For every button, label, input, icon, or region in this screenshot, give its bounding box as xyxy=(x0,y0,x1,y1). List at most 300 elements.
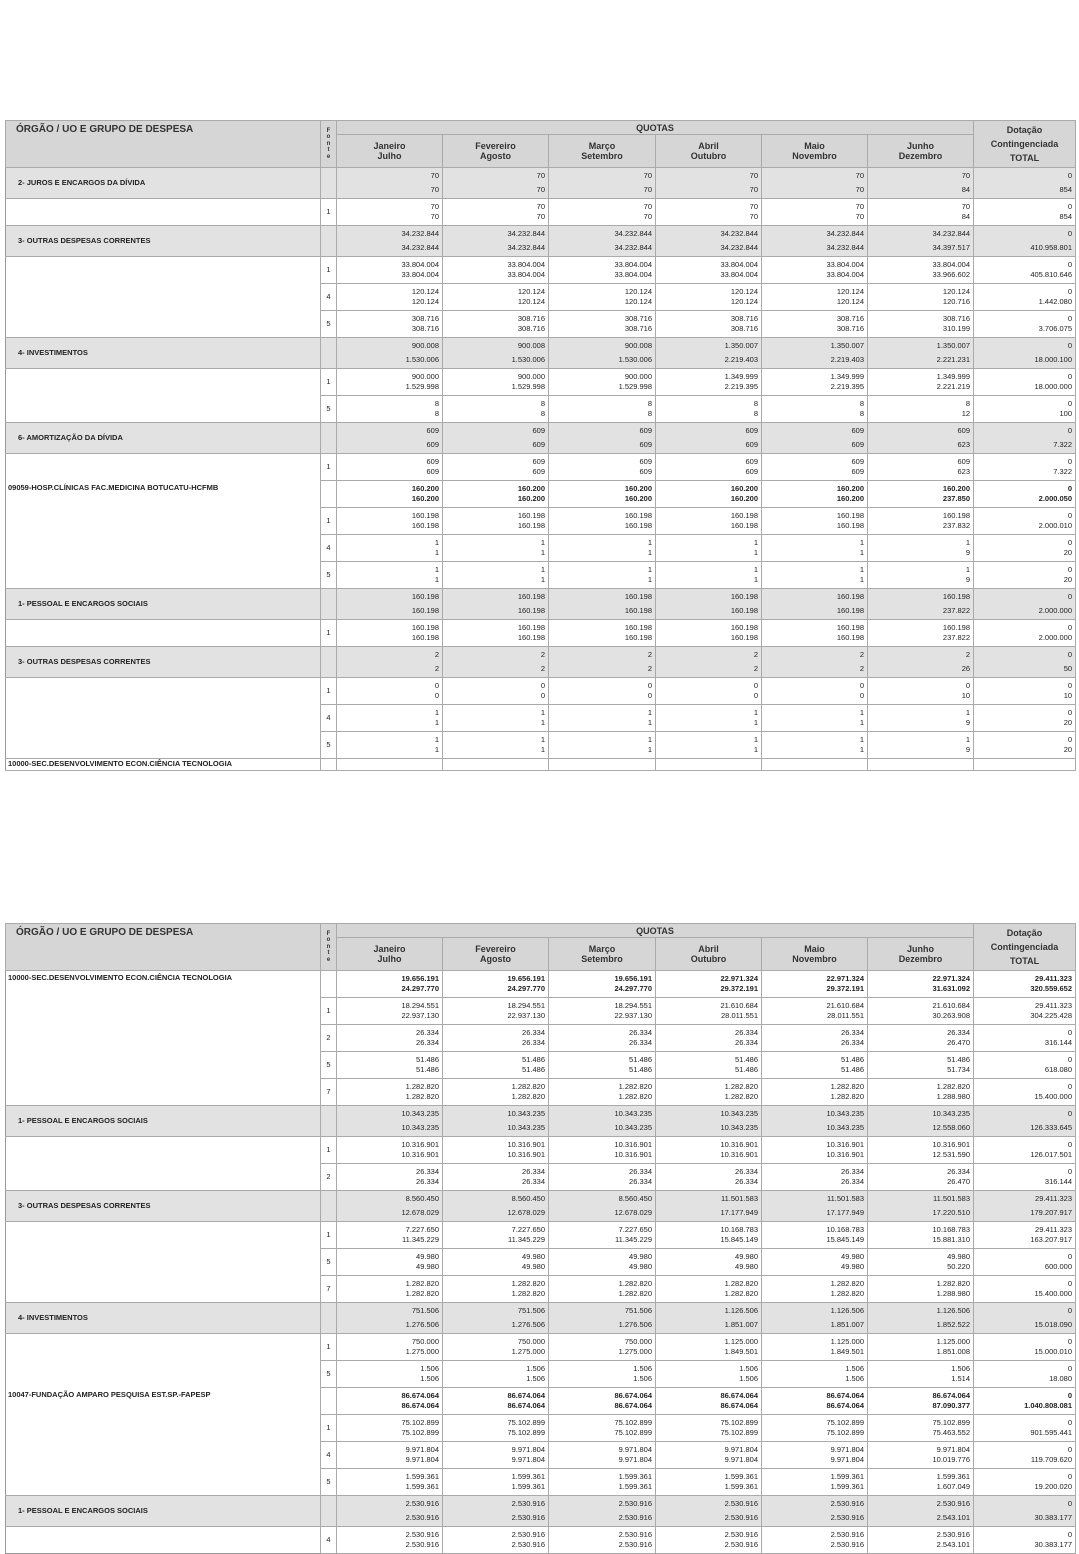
quota-cell xyxy=(656,168,762,199)
quota-cell xyxy=(868,705,974,732)
quota-cell xyxy=(443,562,549,589)
quota-value: 2.219.403 xyxy=(830,355,864,364)
quota-cell xyxy=(549,1249,656,1276)
quota-value: 70 xyxy=(536,212,545,221)
quota-value: 75.102.899 xyxy=(401,1428,439,1437)
quota-value: 609 xyxy=(426,426,439,435)
quota-value: 1.282.820 xyxy=(830,1082,864,1091)
quota-value: 609 xyxy=(639,467,652,476)
total-value: 20 xyxy=(1063,548,1073,557)
quota-value: 160.200 xyxy=(624,484,652,493)
fonte-code xyxy=(321,1496,337,1527)
quota-cell xyxy=(337,620,443,647)
quota-cell xyxy=(868,1388,974,1415)
total-value: 618.080 xyxy=(1044,1065,1073,1074)
quota-value: 1 xyxy=(434,575,439,584)
quota-value: 26.334 xyxy=(841,1177,864,1186)
fonte-code xyxy=(321,1388,337,1415)
quota-value: 2 xyxy=(647,650,652,659)
total-cell xyxy=(974,1388,1076,1415)
quota-cell xyxy=(337,732,443,759)
month-name: Setembro xyxy=(581,151,623,161)
quota-value: 1.275.000 xyxy=(405,1347,439,1356)
quota-value: 1.506 xyxy=(420,1364,439,1373)
quota-cell xyxy=(549,1334,656,1361)
quota-value: 2 xyxy=(540,650,545,659)
quota-cell xyxy=(337,168,443,199)
column-header-month-3 xyxy=(549,135,656,168)
quota-value: 2 xyxy=(434,664,439,673)
row-label xyxy=(6,535,321,562)
quota-value: 1.282.820 xyxy=(724,1092,758,1101)
total-value: 29.411.323 xyxy=(1035,1001,1073,1010)
quota-cell xyxy=(868,396,974,423)
quota-cell xyxy=(762,369,868,396)
quota-value: 2.530.916 xyxy=(830,1499,864,1508)
quota-value: 26.334 xyxy=(947,1167,971,1176)
fonte-code: 4 xyxy=(321,535,337,562)
quota-value: 308.716 xyxy=(730,324,758,333)
quota-value: 70 xyxy=(749,171,758,180)
quota-value: 2.530.916 xyxy=(618,1540,652,1549)
quotas-table-page-1 xyxy=(5,120,1076,771)
quota-value: 9.971.804 xyxy=(724,1445,758,1454)
row-label: 10000-SEC.DESENVOLVIMENTO ECON.CIÊNCIA TECNOLOGIA xyxy=(6,759,321,771)
quota-value: 70 xyxy=(643,202,652,211)
row-label xyxy=(6,199,321,226)
quota-cell xyxy=(443,423,549,454)
row-label: 3- OUTRAS DESPESAS CORRENTES xyxy=(6,226,321,257)
quota-cell xyxy=(549,1276,656,1303)
quota-cell xyxy=(549,1106,656,1137)
row-label: 2- JUROS E ENCARGOS DA DÍVIDA xyxy=(6,168,321,199)
quota-value: 22.937.130 xyxy=(401,1011,439,1020)
quota-value: 609 xyxy=(639,426,652,435)
quota-cell xyxy=(656,998,762,1025)
quota-value: 1.350.007 xyxy=(936,341,971,350)
fonte-row xyxy=(6,998,1076,1025)
quota-cell xyxy=(868,1361,974,1388)
total-cell xyxy=(974,1469,1076,1496)
total-cell xyxy=(974,1222,1076,1249)
quota-value: 10.343.235 xyxy=(614,1123,652,1132)
quota-value: 2.543.101 xyxy=(936,1540,971,1549)
quota-value: 26.334 xyxy=(735,1038,758,1047)
quota-cell xyxy=(443,1079,549,1106)
quota-cell xyxy=(443,338,549,369)
quota-value: 9.971.804 xyxy=(830,1455,864,1464)
quota-value: 8 xyxy=(753,399,758,408)
quota-value: 160.200 xyxy=(942,484,971,493)
total-value: 18.080 xyxy=(1049,1374,1073,1383)
total-cell xyxy=(974,620,1076,647)
quota-value: 7.227.650 xyxy=(618,1225,652,1234)
quota-cell xyxy=(762,311,868,338)
quota-value: 33.804.004 xyxy=(507,260,545,269)
quota-cell xyxy=(549,562,656,589)
quota-cell xyxy=(656,338,762,369)
quota-value: 8 xyxy=(753,409,758,418)
quota-value: 26.334 xyxy=(629,1167,652,1176)
quota-cell xyxy=(337,678,443,705)
quota-value: 1 xyxy=(434,708,439,717)
column-header-fonte: F o n t e xyxy=(321,121,337,168)
quota-cell xyxy=(337,1334,443,1361)
fonte-code: 1 xyxy=(321,1222,337,1249)
quota-value: 609 xyxy=(639,440,652,449)
quota-value: 8 xyxy=(965,399,971,408)
quota-value: 623 xyxy=(957,467,971,476)
month-name: Março xyxy=(588,944,616,954)
quota-value: 11.501.583 xyxy=(933,1194,971,1203)
total-value: 7.322 xyxy=(1053,467,1073,476)
quota-value: 1.849.501 xyxy=(724,1347,758,1356)
quota-cell xyxy=(443,1442,549,1469)
quota-value: 1 xyxy=(647,548,652,557)
fonte-code: 7 xyxy=(321,1276,337,1303)
fonte-row xyxy=(6,1415,1076,1442)
total-cell xyxy=(974,1191,1076,1222)
quota-value: 50.220 xyxy=(947,1262,971,1271)
quota-value: 75.102.899 xyxy=(401,1418,439,1427)
quota-value: 160.198 xyxy=(411,521,439,530)
quota-value: 1 xyxy=(434,538,439,547)
quota-value: 84 xyxy=(961,185,971,194)
quota-value: 1 xyxy=(753,708,758,717)
quota-value: 2 xyxy=(859,650,864,659)
expense-group-row xyxy=(6,589,1076,620)
quota-value: 49.980 xyxy=(841,1252,864,1261)
quota-cell xyxy=(337,1527,443,1554)
quota-cell xyxy=(762,284,868,311)
quota-value: 308.716 xyxy=(517,314,545,323)
fonte-row xyxy=(6,1079,1076,1106)
quota-value: 2.219.395 xyxy=(724,382,758,391)
quota-value: 1.506 xyxy=(526,1374,545,1383)
quota-value: 9.971.804 xyxy=(830,1445,864,1454)
quota-cell xyxy=(549,1496,656,1527)
quota-cell xyxy=(443,1388,549,1415)
quota-value: 22.971.324 xyxy=(932,974,971,983)
month-name: Agosto xyxy=(480,151,511,161)
row-label xyxy=(6,1334,321,1361)
quota-cell xyxy=(656,1249,762,1276)
quota-value: 51.486 xyxy=(416,1055,439,1064)
quota-value: 70 xyxy=(855,212,864,221)
total-value: 600.000 xyxy=(1044,1262,1073,1271)
quota-cell xyxy=(868,257,974,284)
fonte-code: 5 xyxy=(321,1052,337,1079)
quota-value: 1.282.820 xyxy=(511,1092,545,1101)
quota-cell xyxy=(868,998,974,1025)
quota-value: 9 xyxy=(965,548,971,557)
quota-value: 237.832 xyxy=(942,521,971,530)
quota-value: 70 xyxy=(536,171,545,180)
quota-cell xyxy=(337,199,443,226)
quota-value: 1.282.820 xyxy=(618,1092,652,1101)
total-value: 0 xyxy=(1067,1391,1073,1400)
quota-cell xyxy=(656,1469,762,1496)
fonte-row xyxy=(6,369,1076,396)
quota-value: 9.971.804 xyxy=(511,1455,545,1464)
quota-value: 70 xyxy=(749,202,758,211)
quota-value: 609 xyxy=(426,467,439,476)
quota-value: 51.486 xyxy=(947,1055,971,1064)
quota-value: 9.971.804 xyxy=(724,1455,758,1464)
row-label xyxy=(6,311,321,338)
total-value: 320.559.652 xyxy=(1030,984,1073,993)
quota-value: 49.980 xyxy=(416,1252,439,1261)
month-name: Maio xyxy=(804,141,825,151)
row-label: 4- INVESTIMENTOS xyxy=(6,338,321,369)
row-label xyxy=(6,396,321,423)
quota-value: 34.232.844 xyxy=(507,243,545,252)
quota-value: 1 xyxy=(540,735,545,744)
quota-value: 33.804.004 xyxy=(720,260,758,269)
quota-value: 609 xyxy=(426,440,439,449)
quota-cell xyxy=(656,1025,762,1052)
quota-cell xyxy=(549,1222,656,1249)
quota-value: 1.349.999 xyxy=(724,372,758,381)
quota-value: 1.506 xyxy=(739,1364,758,1373)
quota-cell xyxy=(656,423,762,454)
month-name: Fevereiro xyxy=(475,944,516,954)
quota-value: 160.198 xyxy=(517,511,545,520)
quota-value: 160.198 xyxy=(836,511,864,520)
quota-value: 900.000 xyxy=(624,372,652,381)
quota-cell xyxy=(656,705,762,732)
fonte-code: 4 xyxy=(321,1442,337,1469)
quota-value: 1.282.820 xyxy=(405,1279,439,1288)
quota-value: 1.506 xyxy=(420,1374,439,1383)
total-value: 0 xyxy=(1067,1337,1073,1346)
quota-value: 70 xyxy=(855,171,864,180)
month-name: Julho xyxy=(377,954,402,964)
quota-value: 26.334 xyxy=(522,1177,545,1186)
expense-group-row xyxy=(6,1106,1076,1137)
quota-value: 160.198 xyxy=(836,606,864,615)
quota-cell xyxy=(443,454,549,481)
total-value: 2.000.050 xyxy=(1038,494,1073,503)
fonte-row xyxy=(6,199,1076,226)
expense-group-row xyxy=(6,423,1076,454)
quota-cell xyxy=(656,759,762,771)
quota-value: 160.198 xyxy=(942,511,971,520)
total-cell xyxy=(974,1276,1076,1303)
total-value: 316.144 xyxy=(1044,1038,1073,1047)
quota-value: 7.227.650 xyxy=(405,1225,439,1234)
quota-value: 160.200 xyxy=(730,484,758,493)
quota-value: 2.219.403 xyxy=(724,355,758,364)
quota-value: 1.599.361 xyxy=(511,1482,545,1491)
quota-value: 160.198 xyxy=(624,521,652,530)
quota-cell xyxy=(337,1469,443,1496)
quota-value: 609 xyxy=(851,457,864,466)
quota-value: 75.102.899 xyxy=(507,1418,545,1427)
expense-group-row xyxy=(6,168,1076,199)
total-cell xyxy=(974,454,1076,481)
quota-value: 1 xyxy=(647,745,652,754)
quota-cell xyxy=(549,535,656,562)
row-label xyxy=(6,1469,321,1496)
quota-value: 70 xyxy=(430,171,439,180)
total-value: 0 xyxy=(1067,1306,1073,1315)
quota-cell xyxy=(549,1191,656,1222)
total-value: 0 xyxy=(1067,1418,1073,1427)
quota-value: 2.530.916 xyxy=(511,1499,545,1508)
quota-value: 10.343.235 xyxy=(401,1109,439,1118)
quota-value: 1.599.361 xyxy=(405,1472,439,1481)
quota-value: 1.599.361 xyxy=(618,1482,652,1491)
quota-value: 33.804.004 xyxy=(826,270,864,279)
quota-cell xyxy=(443,678,549,705)
quota-cell xyxy=(656,647,762,678)
quota-value: 1.529.998 xyxy=(405,382,439,391)
quota-value: 9.971.804 xyxy=(511,1445,545,1454)
quota-value: 1.529.998 xyxy=(618,382,652,391)
quota-value: 120.124 xyxy=(836,297,864,306)
quota-cell xyxy=(337,647,443,678)
column-header-month-5 xyxy=(762,135,868,168)
header-row-top xyxy=(6,121,1076,135)
quota-cell xyxy=(762,396,868,423)
quota-value: 33.804.004 xyxy=(401,270,439,279)
row-label xyxy=(6,257,321,284)
quota-value: 1 xyxy=(753,565,758,574)
total-value: 0 xyxy=(1067,341,1073,350)
quota-value: 1.282.820 xyxy=(511,1279,545,1288)
quota-value: 1.276.506 xyxy=(405,1320,439,1329)
quota-value: 18.294.551 xyxy=(614,1001,652,1010)
header-row-top xyxy=(6,924,1076,938)
total-value: 0 xyxy=(1067,592,1073,601)
row-label xyxy=(6,1527,321,1554)
quota-value: 2.530.916 xyxy=(724,1540,758,1549)
quota-value: 1 xyxy=(965,708,971,717)
quota-cell xyxy=(549,1303,656,1334)
column-header-month-1 xyxy=(337,135,443,168)
quota-value: 160.200 xyxy=(517,494,545,503)
row-label xyxy=(6,1222,321,1249)
fonte-code: 1 xyxy=(321,1334,337,1361)
quota-cell xyxy=(337,226,443,257)
quota-value: 2 xyxy=(434,650,439,659)
quota-cell xyxy=(443,168,549,199)
quota-value: 160.198 xyxy=(517,606,545,615)
total-value: 15.018.090 xyxy=(1034,1320,1073,1329)
quota-cell xyxy=(337,1276,443,1303)
quota-cell xyxy=(549,1361,656,1388)
quota-value: 1 xyxy=(859,718,864,727)
quota-value: 10.343.235 xyxy=(826,1109,864,1118)
quota-value: 17.220.510 xyxy=(932,1208,971,1217)
quota-cell xyxy=(549,705,656,732)
quota-cell xyxy=(656,369,762,396)
quota-value: 900.000 xyxy=(411,372,439,381)
quota-value: 10.168.783 xyxy=(720,1225,758,1234)
quota-value: 1.282.820 xyxy=(618,1289,652,1298)
quota-value: 7.227.650 xyxy=(511,1225,545,1234)
row-label xyxy=(6,1137,321,1164)
quota-value: 8 xyxy=(859,399,864,408)
fonte-code xyxy=(321,589,337,620)
quota-cell xyxy=(656,257,762,284)
quota-cell xyxy=(762,705,868,732)
quota-cell xyxy=(337,1249,443,1276)
quota-value: 10.316.901 xyxy=(507,1150,545,1159)
quota-cell xyxy=(443,535,549,562)
quota-value: 12.558.060 xyxy=(932,1123,971,1132)
quota-value: 1.529.998 xyxy=(511,382,545,391)
quota-value: 160.198 xyxy=(517,521,545,530)
quota-cell xyxy=(549,168,656,199)
quota-cell xyxy=(656,481,762,508)
quota-value: 1.282.820 xyxy=(830,1289,864,1298)
quota-value: 1.282.820 xyxy=(724,1279,758,1288)
total-value: 405.810.646 xyxy=(1030,270,1073,279)
quota-value: 26.334 xyxy=(629,1177,652,1186)
quota-value: 609 xyxy=(745,440,758,449)
quota-value: 1 xyxy=(647,575,652,584)
quota-value: 1.350.007 xyxy=(724,341,758,350)
quota-value: 33.804.004 xyxy=(614,270,652,279)
quota-value: 160.198 xyxy=(411,606,439,615)
quota-cell xyxy=(762,1222,868,1249)
total-value: 2.000.010 xyxy=(1038,521,1073,530)
month-name: Dezembro xyxy=(898,954,943,964)
total-cell xyxy=(974,1527,1076,1554)
row-label: 4- INVESTIMENTOS xyxy=(6,1303,321,1334)
quota-value: 1 xyxy=(965,565,971,574)
quota-value: 2.221.231 xyxy=(936,355,971,364)
total-cell xyxy=(974,998,1076,1025)
quota-value: 1.514 xyxy=(951,1374,971,1383)
total-cell xyxy=(974,1052,1076,1079)
quota-cell xyxy=(868,1191,974,1222)
quota-value: 34.232.844 xyxy=(826,229,864,238)
total-value: 0 xyxy=(1067,484,1073,493)
quota-value: 609 xyxy=(745,467,758,476)
quota-value: 70 xyxy=(961,202,971,211)
fonte-code: 4 xyxy=(321,705,337,732)
month-name: Novembro xyxy=(792,954,837,964)
quota-value: 70 xyxy=(855,185,864,194)
quota-value: 49.980 xyxy=(522,1262,545,1271)
quota-cell xyxy=(549,998,656,1025)
quota-value: 160.198 xyxy=(836,633,864,642)
quota-cell xyxy=(762,1191,868,1222)
quota-cell xyxy=(762,971,868,998)
quota-cell xyxy=(656,535,762,562)
quota-value: 26.334 xyxy=(522,1028,545,1037)
fonte-code xyxy=(321,971,337,998)
total-cell xyxy=(974,562,1076,589)
quota-value: 1.506 xyxy=(739,1374,758,1383)
total-cell xyxy=(974,1249,1076,1276)
quota-value: 1.599.361 xyxy=(830,1482,864,1491)
quota-value: 1.282.820 xyxy=(618,1279,652,1288)
month-name: Abril xyxy=(698,944,719,954)
total-value: 0 xyxy=(1067,457,1073,466)
quota-cell xyxy=(868,971,974,998)
column-header-month-4 xyxy=(656,135,762,168)
quota-value: 120.124 xyxy=(730,287,758,296)
quota-cell xyxy=(549,396,656,423)
quota-value: 1 xyxy=(540,708,545,717)
total-value: 0 xyxy=(1067,1082,1073,1091)
quota-value: 1.849.501 xyxy=(830,1347,864,1356)
quota-value: 609 xyxy=(532,457,545,466)
